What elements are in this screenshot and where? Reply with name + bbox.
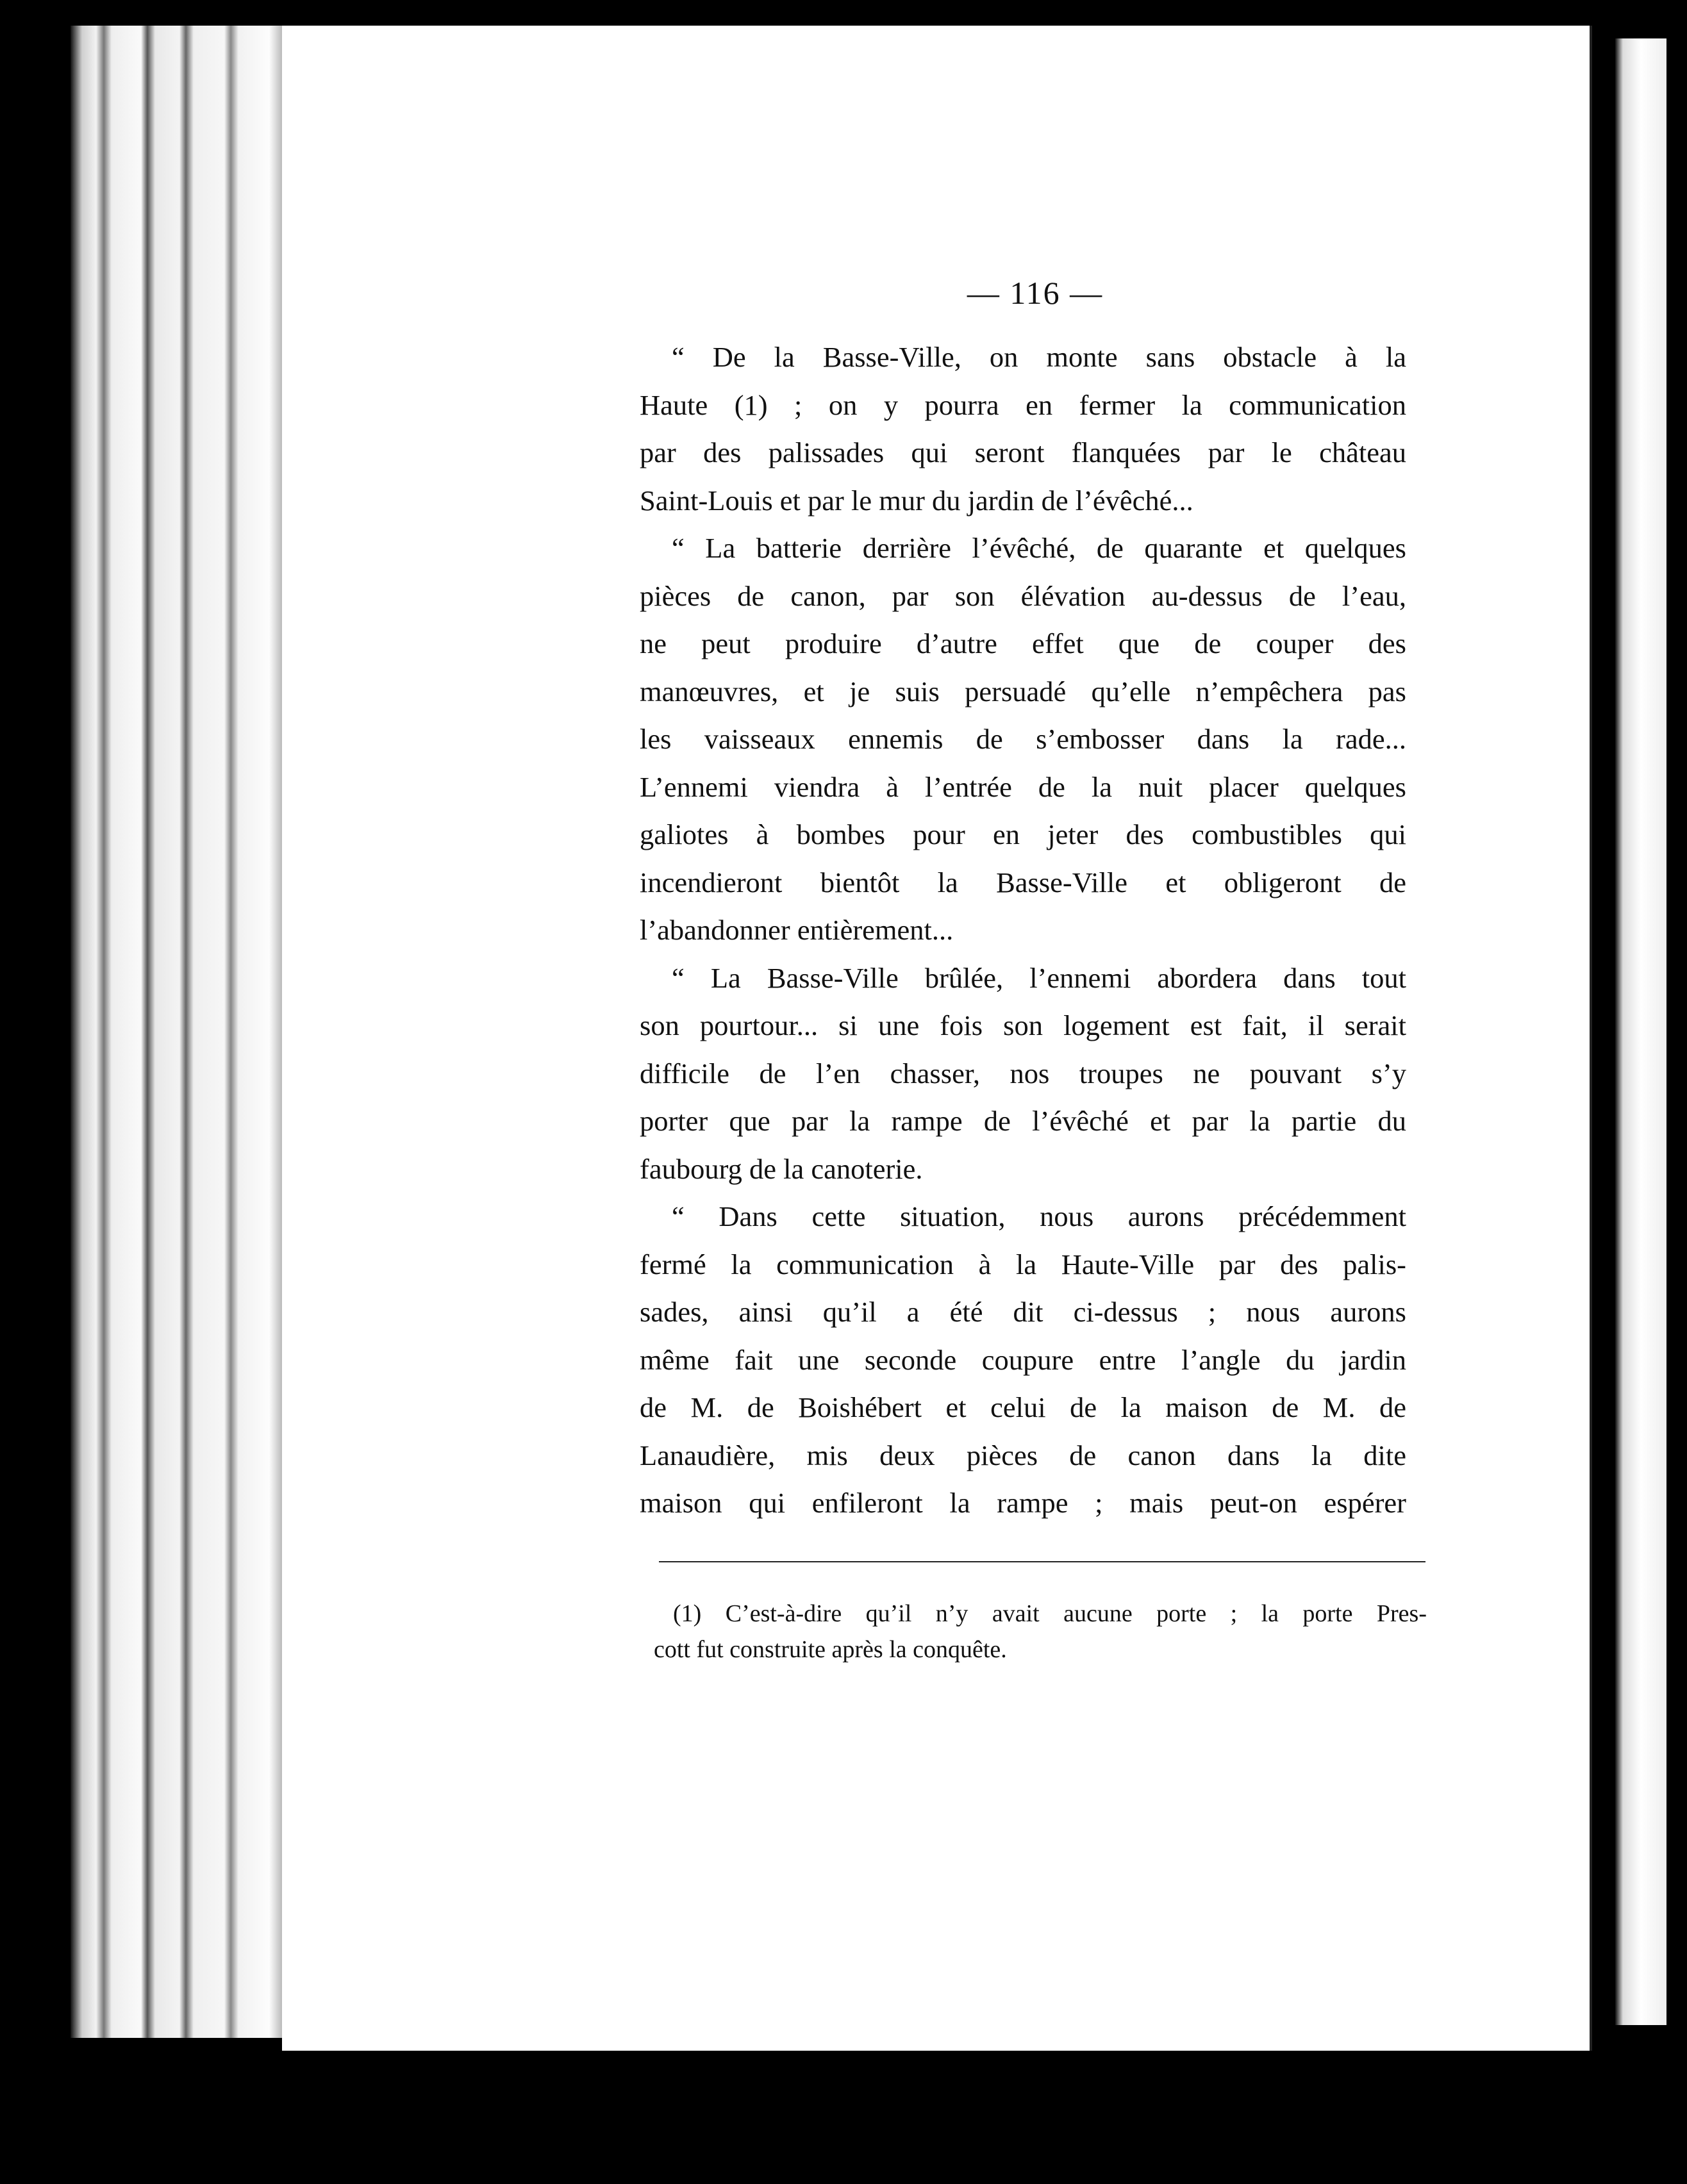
footnote-rule bbox=[659, 1561, 1425, 1562]
text-line: même fait une seconde coupure entre l’angle du jardin bbox=[640, 1343, 1406, 1376]
footnote-line: cott fut construite après la conquête. bbox=[654, 1636, 1007, 1663]
text-line: difficile de l’en chasser, nos troupes ne pouvant s’y bbox=[640, 1057, 1406, 1089]
text-line: faubourg de la canoterie. bbox=[640, 1152, 923, 1185]
text-line: ne peut produire d’autre effet que de couper des bbox=[640, 627, 1406, 659]
footnote-line: (1) C’est-à-dire qu’il n’y avait aucune porte ; la porte Pres- bbox=[673, 1600, 1427, 1627]
text-line: galiotes à bombes pour en jeter des combustibles qui bbox=[640, 818, 1406, 850]
text-line: “ De la Basse-Ville, on monte sans obstacle à la bbox=[672, 341, 1406, 373]
text-line: par des palissades qui seront flanquées par le château bbox=[640, 436, 1406, 468]
page-number: — 116 — bbox=[967, 275, 1104, 311]
text-line: “ Dans cette situation, nous aurons précédemment bbox=[672, 1200, 1406, 1232]
text-line: son pourtour... si une fois son logement est fait, il serait bbox=[640, 1009, 1406, 1041]
footnote bbox=[654, 1596, 1427, 1667]
text-line: incendieront bientôt la Basse-Ville et obligeront de bbox=[640, 866, 1406, 898]
text-line: L’ennemi viendra à l’entrée de la nuit placer quelques bbox=[640, 770, 1406, 803]
book-fore-edge bbox=[71, 26, 282, 2038]
text-line: de M. de Boishébert et celui de la maison de M. de bbox=[640, 1391, 1406, 1423]
body-text bbox=[640, 333, 1406, 1527]
text-line: “ La batterie derrière l’évêché, de quarante et quelques bbox=[672, 532, 1406, 564]
text-line: manœuvres, et je suis persuadé qu’elle n’empêchera pas bbox=[640, 675, 1406, 707]
text-line: les vaisseaux ennemis de s’embosser dans la rade... bbox=[640, 723, 1406, 755]
text-line: Saint-Louis et par le mur du jardin de l’évêché... bbox=[640, 484, 1193, 517]
text-line: Haute (1) ; on y pourra en fermer la communication bbox=[640, 388, 1406, 421]
text-line: maison qui enfileront la rampe ; mais peut-on espérer bbox=[640, 1487, 1406, 1519]
facing-page-edge bbox=[1615, 38, 1666, 2025]
text-line: fermé la communication à la Haute-Ville par des palis- bbox=[640, 1248, 1406, 1280]
text-line: pièces de canon, par son élévation au-dessus de l’eau, bbox=[640, 579, 1406, 612]
text-line: porter que par la rampe de l’évêché et par la partie du bbox=[640, 1105, 1406, 1137]
text-line: Lanaudière, mis deux pièces de canon dans la dite bbox=[640, 1439, 1406, 1471]
text-line: “ La Basse-Ville brûlée, l’ennemi abordera dans tout bbox=[672, 961, 1406, 994]
text-line: l’abandonner entièrement... bbox=[640, 914, 954, 946]
text-line: sades, ainsi qu’il a été dit ci-dessus ; nous aurons bbox=[640, 1296, 1406, 1328]
